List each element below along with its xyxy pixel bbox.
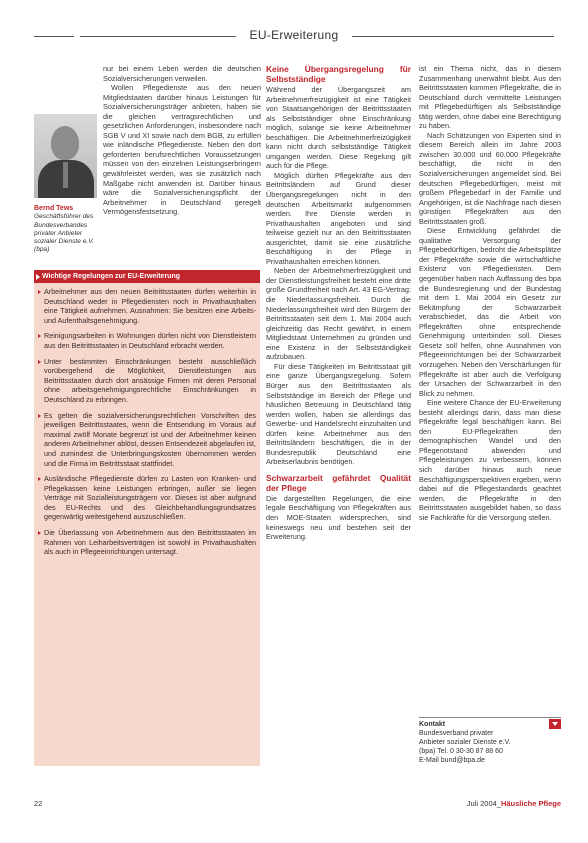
contact-title: Kontakt: [419, 721, 446, 728]
column-2-text: [266, 64, 411, 772]
col2-paragraph: Neben der Arbeitnehmerfreizügigkeit und der Dienstleistungsfreiheit besteht eine dritte große Grundfreiheit nach Art. 43 EG-Vertrag: die Niederlassungsfreiheit. Durch die Niederlassungsfreiheit wird den Bürgern der Beitrittsstaaten seit dem 1. Mai 2004 auch gleichzeitig das Recht gewährt, in einem Mitgliedstaat Unternehmen zu gründen und eine Existenz in der Selbstständigkeit aufzubauen.: [266, 266, 411, 362]
list-item: Reinigungsarbeiten in Wohnungen dürfen nicht von Dienstleistern aus den Beitrittsstaaten in Deutschland erbracht werden.: [38, 331, 256, 350]
portrait-tie: [63, 162, 68, 188]
column-1-text: [103, 64, 261, 262]
list-item: Ausländische Pflegedienste dürfen zu Lasten von Kranken- und Pflegekassen keine Leistungen erbringen, außer sie liegen Verträge mit Sozialleistungsträgern vor. Dieses ist aber aufgrund des EU-Rechts und des Gleichbehandlungsgrundsatzes gegenwärtig weitestgehend auszuschließen.: [38, 474, 256, 522]
issue-date: Juli 2004_: [466, 799, 501, 808]
magazine-name: Häusliche Pflege: [500, 799, 561, 808]
col1-paragraph: nur bei einem Leben werden die deutschen Sozialversicherungen verweilen.: [103, 64, 261, 83]
page-header: [34, 28, 554, 44]
col3-paragraph: ist ein Thema nicht, das in diesem Zusammenhang unerwähnt bleibt. Aus den Beitrittsstaaten kommen Pflegekräfte, die in Deutschland durch vermittelte Leistungen mit Pflegebedürftigen als Selbstständige tätig werden, ohne dabei eine Berechtigung zu haben.: [419, 64, 561, 131]
col2-paragraph: Möglich dürften Pflegekräfte aus den Beitrittsländern auf Grund dieser Übergangsregelungen nicht in den deutschen Arbeitsmarkt aufgenommen werden. Ihre Dienste werden in Privathaushalten angeboten und sind teilweise gezielt nur an den Beitrittsstaaten ausgerichtet, damit sie eine zusätzliche Beschäftigung in der Pflege in Privathaushalten erreichen können.: [266, 170, 411, 266]
info-box-title: Wichtige Regelungen zur EU-Erweiterung: [42, 273, 181, 280]
contact-line: E-Mail bund@bpa.de: [419, 757, 485, 764]
arrow-down-icon: [549, 719, 561, 729]
column-3-text: [419, 64, 561, 710]
section-title: EU-Erweiterung: [249, 28, 339, 42]
triangle-icon: [36, 274, 40, 280]
col3-paragraph: Eine weitere Chance der EU-Erweiterung besteht allerdings darin, dass man diese Pflegekräfte legal beschäftigen kann. Bei den EU-Pflegekräften den demographischen Wandel und den Pflegenotstand abwenden und Pflegeleistungen zu verbessern, können sich darüber hinaus auch neue Beschäftigungsperspektiven ergeben, wenn dabei auf die Pflegestandards geachtet werden, die Pflegekräfte in den Beitrittsstaaten ausgebildet haben, so dass sie Fachkräfte für die Versorgung stellen.: [419, 398, 561, 522]
list-item: Es gelten die sozialversicherungsrechtlichen Vorschriften des jeweiligen Beitrittsstaates, wenn die Entsendung im Voraus auf maximal zwölf Monate begrenzt ist und der Arbeitnehmer keinen anderen Arbeitnehmer ablöst, dessen Entsendezeit abgelaufen ist, und zumindest die Unterbringungskosten übernommen werden und die Firma im Beitrittsstaat stattfindet.: [38, 411, 256, 469]
portrait-caption: [34, 205, 100, 255]
author-portrait: [34, 114, 97, 198]
col2-paragraph: Während der Übergangszeit am Arbeitnehmerfreizügigkeit ist eine Tätigkeit von Staatsangehörigen der Beitrittsstaaten als Selbstständiger ohne Einschränkung möglich, solange sie keine Arbeitnehmer beschäftigen. Die Arbeitnehmerfreizügigkeit kann nicht durch selbstständige Tätigkeit umgangen werden. Diese Regelung gilt auch für die Pflege.: [266, 85, 411, 171]
page-number: 22: [34, 799, 43, 808]
list-item: Unter bestimmten Einschränkungen besteht ausschließlich vorübergehend die Möglichkeit, Dienstleistungen aus Beitrittsstaaten durch dort ansässige Firmen mit deren Personal ohne arbeitsgenehmigungsrechtliche Einschränkungen in Deutschland zu erbringen.: [38, 357, 256, 405]
info-box: [34, 270, 260, 766]
col2-paragraph: Für diese Tätigkeiten im Beitrittsstaat gilt eine ganze Übergangsregelung. Sofern Bürger aus den Beitrittsstaaten als Selbstständige im Bereich der Pflege und häuslichen Betreuung in Deutschland tätig werden wollen, haben sie allerdings das Gewerbe- und Handelsrecht einzuhalten und dürfen keine Arbeitnehmer aus den Beitrittsländern beschäftigen, die in der Bundesrepublik Deutschland eine Arbeitserlaubnis benötigen.: [266, 361, 411, 467]
caption-role: Geschäftsführer des Bundesverbandes privater Anbieter sozialer Dienste e.V. (bpa): [34, 213, 94, 254]
contact-line: Anbieter sozialer Dienste e.V.: [419, 739, 511, 746]
contact-line: Bundesverband privater: [419, 730, 494, 737]
caption-name: Bernd Tews: [34, 205, 74, 212]
col3-paragraph: Diese Entwicklung gefährdet die qualitative Versorgung der Pflegebedürftigen, bedroht die Arbeitsplätze der Pflegekräfte sowie die wirtschaftliche Existenz von Pflegediensten. Dem gegenüber haben nach Auffassung des bpa die Bundesregierung und der Bundestag mit dem 1. Mai 2004 ein Gesetz zur Bekämpfung der Schwarzarbeit verabschiedet, das die Arbeit von Pflegekräften ohne entsprechende Genehmigung unterbinden soll. Dieses Gesetz soll helfen, ohne Ausnahmen von Pflegeeinrichtungen bei der Schwarzarbeit vorzugehen. Neben den Verschärfungen für Pflegekräfte ist aber auch die Verfolgung der Ursachen der Schwarzarbeit in den Blick zu nehmen.: [419, 226, 561, 398]
contact-line: (bpa) Tel. 0 30-30 87 88 60: [419, 748, 503, 755]
col2-paragraph: Die dargestellten Regelungen, die eine legale Beschäftigung von Pflegekräften aus den MOE-Staaten widersprechen, sind keineswegs neu und bestehen seit der Erweiterung.: [266, 493, 411, 542]
info-box-header: [34, 270, 260, 283]
contact-box: [419, 717, 561, 769]
col1-paragraph: Wollen Pflegedienste aus den neuen Mitgliedstaaten darüber hinaus Leistungen für Sozialversicherungsträger anbieten, haben sie die gleichen vertragsrechtlichen und gesetzlichen Anforderungen, insbesondere nach SGB V und XI sowie nach dem BGB, zu erfüllen wie inländische Pflegedienste. Neben den dort geforderten berufsrechtlichen Voraussetzungen müssen von den einzelnen Leistungserbringern gewährleistet werden, was sie zusätzlich nach Maßgabe nicht anwenden ist. Darüber hinaus wäre die Sozialversicherungspflicht der Arbeitnehmer in Deutschland geregelt Vermögensfestsetzung.: [103, 83, 261, 217]
list-item: Arbeitnehmer aus den neuen Beitrittsstaaten dürfen weiterhin in Deutschland weder in Pflegediensten noch in Privathaushalten eine Tätigkeit aufnehmen. Ausnahmen: Sie besitzen eine Arbeits- und Aufenthaltsgenehmigung.: [38, 287, 256, 325]
subheading: Schwarzarbeit gefährdet Qualität der Pflege: [266, 472, 411, 493]
contact-header: [419, 717, 561, 729]
list-item: Die Überlassung von Arbeitnehmern aus den Beitrittsstaaten im Rahmen von Leiharbeitsverträgen ist sowohl in Privathaushalten als auch in Pflegeeinrichtungen untersagt.: [38, 528, 256, 557]
portrait-head: [51, 126, 79, 160]
header-rule-right: [352, 36, 554, 37]
page-footer: [34, 799, 561, 811]
issue-label: [467, 799, 561, 808]
col3-paragraph: Nach Schätzungen von Experten sind in diesem Bereich allein im Jahre 2003 zwischen 30.000 und 60.000 Pflegekräfte beschäftigt, die nicht in den Sozialversicherungen angemeldet sind. Bei deutschen Pflegebedürftigen, meist mit großem Pflegebedarf in der Familie und Angehörigen, ist die Nachfrage nach diesen günstigen Pflegekräften aus den Beitrittsstaaten groß.: [419, 130, 561, 226]
info-box-list: [34, 283, 260, 557]
subheading: Keine Übergangsregelung für Selbstständige: [266, 64, 411, 84]
